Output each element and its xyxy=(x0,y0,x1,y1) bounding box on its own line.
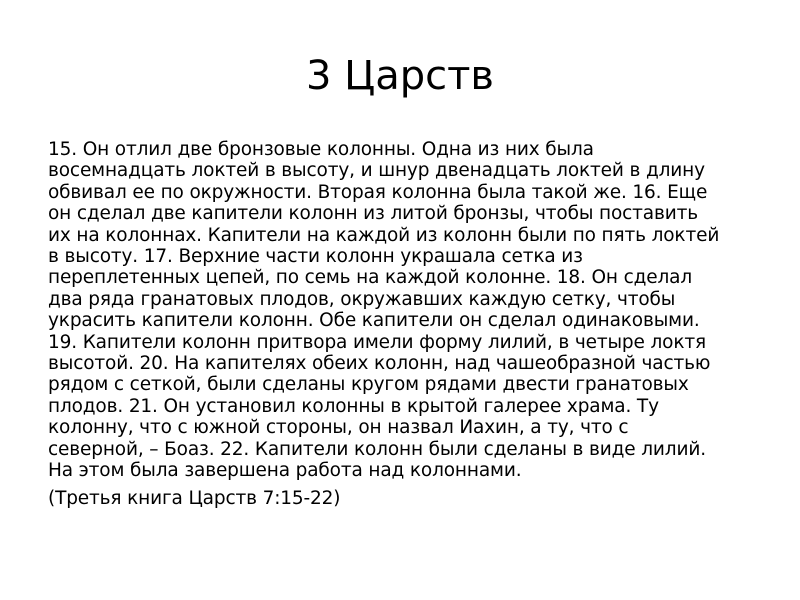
passage-line: обвивал ее по окружности. Вторая колонна была такой же. 16. Еще xyxy=(48,181,708,203)
passage-line: северной, – Боаз. 22. Капители колонн были сделаны в виде лилий. xyxy=(48,438,706,460)
passage-line: переплетенных цепей, по семь на каждой колонне. 18. Он сделал xyxy=(48,267,693,289)
passage-line: украсить капители колонн. Обе капители он сделал одинаковыми. xyxy=(48,310,700,332)
passage-line: 15. Он отлил две бронзовые колонны. Одна из них была xyxy=(48,139,594,160)
passage-line: он сделал две капители колонн из литой бронзы, чтобы поставить xyxy=(48,203,698,225)
passage-line: 19. Капители колонн притвора имели форму лилий, в четыре локтя xyxy=(48,331,706,353)
passage-line: их на колоннах. Капители на каждой из колонн были по пять локтей xyxy=(48,224,720,246)
passage-line: высотой. 20. На капителях обеих колонн, над чашеобразной частью xyxy=(48,353,711,375)
passage-line: колонну, что с южной стороны, он назвал Иахин, а ту, что с xyxy=(48,417,629,439)
passage-line: плодов. 21. Он установил колонны в крытой галерее храма. Ту xyxy=(48,395,659,417)
passage-line: два ряда гранатовых плодов, окружавших каждую сетку, чтобы xyxy=(48,288,676,310)
passage-line: рядом с сеткой, были сделаны кругом рядами двести гранатовых xyxy=(48,374,689,396)
passage-line: в высоту. 17. Верхние части колонн украшала сетка из xyxy=(48,246,583,268)
passage-line: восемнадцать локтей в высоту, и шнур двенадцать локтей в длину xyxy=(48,160,705,182)
passage-line: На этом была завершена работа над колоннами. xyxy=(48,460,522,482)
scripture-passage xyxy=(48,139,753,482)
slide-body xyxy=(48,139,753,509)
slide-title: 3 Царств xyxy=(306,53,494,99)
scripture-source: (Третья книга Царств 7:15-22) xyxy=(48,487,341,509)
